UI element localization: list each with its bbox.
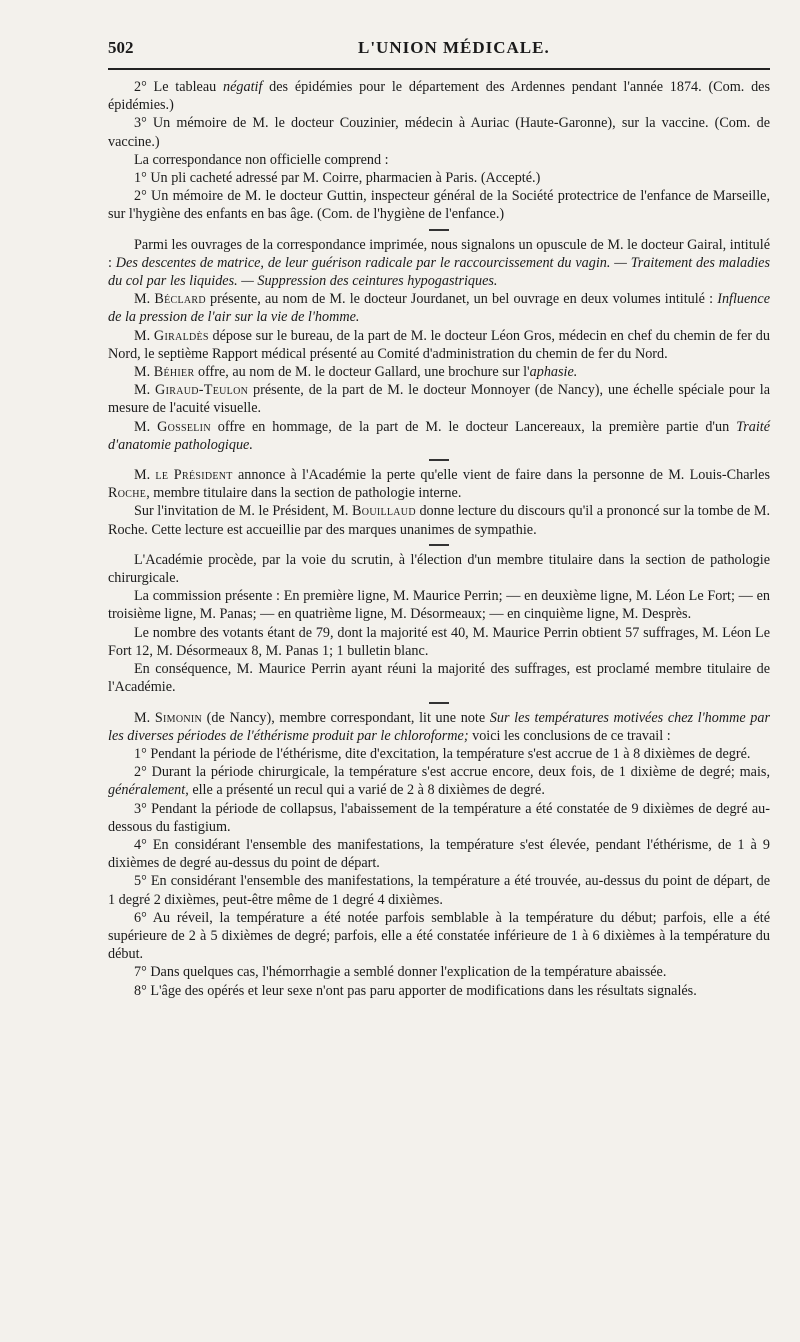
- italic-text: Sur les températures motivées chez l'homme par les diverses périodes de l'éthérisme produit par le chloroforme;: [108, 709, 770, 744]
- paragraph: [108, 466, 770, 502]
- paragraph: [108, 872, 770, 908]
- italic-text: Influence de la pression de l'air sur la vie de l'homme.: [108, 291, 770, 326]
- text-run: 5° En considérant l'ensemble des manifestations, la température a été trouvée, au-dessus du point de départ, de 1 degré 2 dixièmes, peut-être même de 1 degré 4 dixièmes.: [108, 873, 770, 908]
- text-run: des épidémies pour le département des Ardennes pendant l'année 1874. (Com. des épidémies.): [108, 79, 770, 114]
- text-run: L'Académie procède, par la voie du scrutin, à l'élection d'un membre titulaire dans la section de pathologie chirurgicale.: [108, 551, 770, 587]
- text-run: Sur l'invitation de M. le Président, M.: [134, 503, 353, 520]
- text-run: (de Nancy), membre correspondant, lit une note: [202, 709, 490, 726]
- text-run: 6° Au réveil, la température a été notée parfois semblable à la température du début; parfois, elle a été supérieure de 2 à 5 dixièmes de degré; parfois, elle a été constatée inférieure de 1 à 6 dixièmes à la température du début.: [108, 909, 770, 963]
- paragraph: [108, 151, 770, 169]
- paragraph: [108, 187, 770, 223]
- paragraph: [108, 709, 770, 745]
- paragraph: [108, 909, 770, 964]
- body-text: [108, 78, 770, 1000]
- paragraph: [108, 745, 770, 763]
- paragraph: [108, 963, 770, 981]
- text-run: M.: [134, 709, 155, 726]
- text-run: M.: [134, 364, 154, 381]
- person-name: Giraud-Teulon: [155, 382, 249, 399]
- text-run: En conséquence, M. Maurice Perrin ayant réuni la majorité des suffrages, est proclamé membre titulaire de l'Académie.: [108, 661, 770, 696]
- italic-text: aphasie.: [529, 364, 578, 381]
- paragraph: [108, 624, 770, 660]
- text-run: Parmi les ouvrages de la correspondance imprimée, nous signalons un opuscule de M. le docteur Gairal, intitulé :: [108, 236, 770, 271]
- paragraph: [108, 551, 770, 587]
- text-run: 2° Un mémoire de M. le docteur Guttin, inspecteur général de la Société protectrice de l'enfance de Marseille, sur l'hygiène des enfants en bas âge. (Com. de l'hygiène de l'enfance.): [108, 188, 770, 223]
- paragraph: [108, 763, 770, 799]
- paragraph: [108, 660, 770, 696]
- page-number: 502: [108, 38, 134, 57]
- header-rule: [108, 68, 770, 70]
- paragraph: [108, 418, 770, 454]
- person-name: le Président: [155, 467, 233, 484]
- paragraph: [108, 363, 770, 381]
- italic-text: négatif: [222, 79, 263, 95]
- person-name: Béclard: [154, 291, 206, 308]
- text-run: annonce à l'Académie la perte qu'elle vient de faire dans la personne de M. Louis-Charles: [232, 467, 770, 484]
- text-run: La correspondance non officielle comprend :: [134, 151, 389, 168]
- paragraph: [108, 800, 770, 836]
- italic-text: Traité d'anatomie pathologique.: [108, 418, 770, 453]
- text-run: 1° Pendant la période de l'éthérisme, dite d'excitation, la température s'est accrue de 1 à 8 dixièmes de degré.: [134, 745, 751, 762]
- section-separator: [429, 544, 449, 546]
- person-name: Bouillaud: [352, 503, 416, 520]
- text-run: dépose sur le bureau, de la part de M. le docteur Léon Gros, médecin en chef du chemin de fer du Nord, le septième Rapport médical présenté au Comité d'administration du chemin de fer du Nord.: [108, 327, 770, 362]
- person-name: Béhier: [153, 364, 195, 381]
- text-run: présente, de la part de M. le docteur Monnoyer (de Nancy), une échelle spéciale pour la mesure de l'acuité visuelle.: [108, 382, 771, 417]
- text-run: M.: [134, 467, 156, 484]
- text-run: M.: [134, 291, 155, 308]
- section-separator: [429, 229, 449, 231]
- person-name: Simonin: [154, 709, 203, 726]
- text-run: M.: [134, 327, 154, 344]
- running-head: L'UNION MÉDICALE.: [358, 38, 550, 57]
- person-name: Giraldès: [153, 327, 209, 344]
- section-separator: [429, 702, 449, 704]
- page-header: [108, 34, 770, 64]
- text-run: M.: [134, 382, 156, 399]
- paragraph: [108, 836, 770, 872]
- text-run: La commission présente : En première ligne, M. Maurice Perrin; — en deuxième ligne, M. Léon Le Fort; — en troisième ligne, M. Panas; — en quatrième ligne, M. Désormeaux; — en cinquième ligne, M. Desprès.: [108, 588, 770, 623]
- paragraph: [108, 290, 770, 326]
- paragraph: [108, 502, 770, 538]
- text-run: 8° L'âge des opérés et leur sexe n'ont pas paru apporter de modifications dans les résultats signalés.: [134, 982, 697, 999]
- text-run: 3° Pendant la période de collapsus, l'abaissement de la température a été constatée de 9 dixièmes de degré au-dessous du fastigium.: [108, 800, 770, 835]
- text-run: voici les conclusions de ce travail :: [468, 727, 671, 744]
- section-separator: [429, 459, 449, 461]
- paragraph: [108, 114, 770, 150]
- text-run: , elle a présenté un recul qui a varié de 2 à 8 dixièmes de degré.: [185, 782, 545, 799]
- text-run: 7° Dans quelques cas, l'hémorrhagie a semblé donner l'explication de la température abaissée.: [134, 964, 667, 981]
- person-name: Roche: [108, 485, 147, 502]
- paragraph: [108, 982, 770, 1000]
- person-name: Gosselin: [157, 418, 211, 435]
- text-run: 4° En considérant l'ensemble des manifestations, la température s'est élevée, pendant l'éthérisme, de 1 à 9 dixièmes de degré au-dessus du point de départ.: [108, 836, 770, 872]
- text-run: , membre titulaire dans la section de pathologie interne.: [146, 485, 462, 502]
- italic-text: généralement: [108, 782, 186, 799]
- paragraph: [108, 236, 770, 291]
- text-run: présente, au nom de M. le docteur Jourdanet, un bel ouvrage en deux volumes intitulé :: [205, 291, 718, 308]
- italic-text: Des descentes de matrice, de leur guérison radicale par le raccourcissement du vagin. — Traitement des maladies du col par les liquides. — Suppression des ceintures hypogastriques.: [108, 254, 770, 290]
- paragraph: [108, 169, 770, 187]
- paragraph: [108, 327, 770, 363]
- text-run: offre, au nom de M. le docteur Gallard, une brochure sur l': [194, 364, 530, 381]
- text-run: 2° Durant la période chirurgicale, la température s'est accrue encore, deux fois, de 1 dixième de degré; mais,: [134, 764, 770, 781]
- text-run: offre en hommage, de la part de M. le docteur Lancereaux, la première partie d'un: [210, 418, 737, 435]
- text-run: M.: [134, 418, 158, 435]
- text-run: donne lecture du discours qu'il a prononcé sur la tombe de M. Roche. Cette lecture est accueillie par des marques unanimes de sympathie.: [108, 503, 770, 538]
- paragraph: [108, 381, 770, 417]
- paragraph: [108, 587, 770, 623]
- paragraph: [108, 78, 770, 114]
- text-run: 1° Un pli cacheté adressé par M. Coirre, pharmacien à Paris. (Accepté.): [134, 170, 541, 187]
- text-run: 2° Le tableau: [134, 79, 223, 95]
- text-run: Le nombre des votants étant de 79, dont la majorité est 40, M. Maurice Perrin obtient 57 suffrages, M. Léon Le Fort 12, M. Désormeaux 8, M. Panas 1; 1 bulletin blanc.: [108, 624, 770, 659]
- text-run: 3° Un mémoire de M. le docteur Couzinier, médecin à Auriac (Haute-Garonne), sur la vaccine. (Com. de vaccine.): [108, 115, 770, 150]
